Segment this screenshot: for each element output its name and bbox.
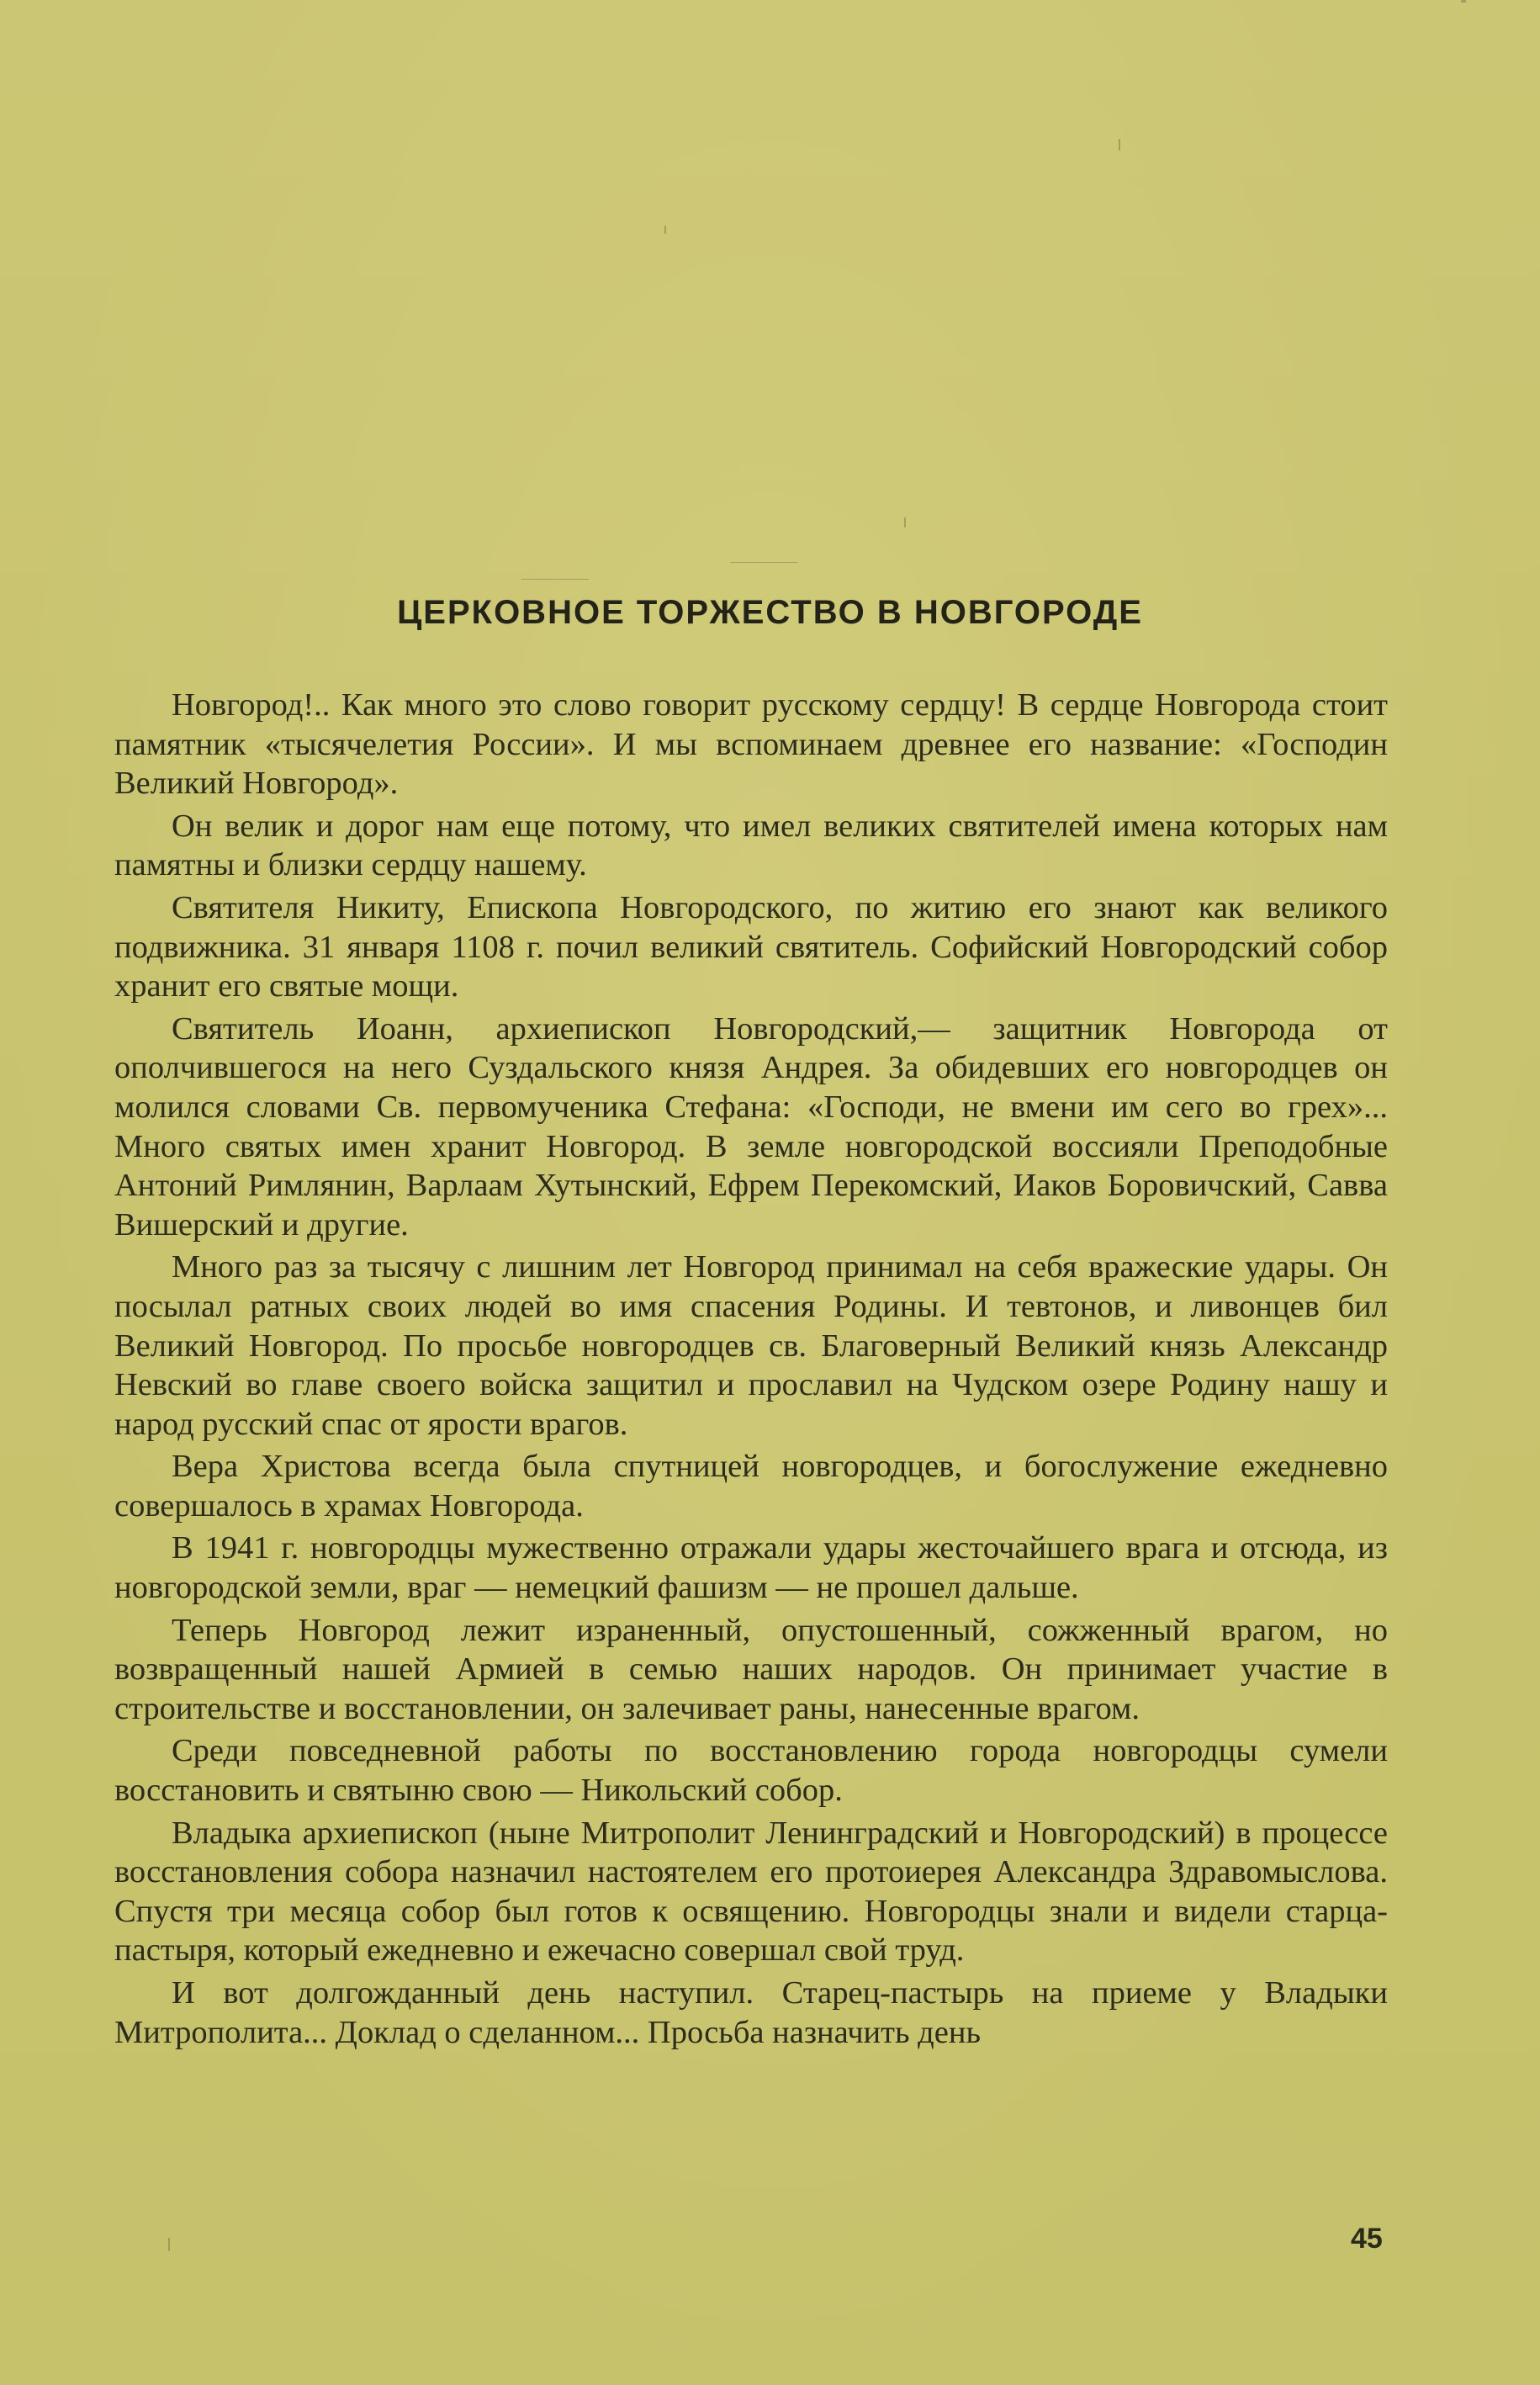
article-title: ЦЕРКОВНОЕ ТОРЖЕСТВО В НОВГОРОДЕ <box>397 594 1143 631</box>
article-body <box>114 686 1388 2055</box>
scan-speck <box>521 579 589 580</box>
paragraph: Теперь Новгород лежит израненный, опустошенный, сожженный врагом, но возвращенный нашей Армией в семью наших народов. Он принимает участие в строительстве и восстановлении, он залечивает раны, нанесенные врагом. <box>114 1612 1388 1726</box>
paragraph: Владыка архиепископ (ныне Митрополит Ленинградский и Новгородский) в процессе восстановления собора назначил настоятелем его протоиерея Александра Здравомыслова. Спустя три месяца собор был готов к освящению. Новгородцы знали и видели старца-пастыря, который ежедневно и ежечасно совершал свой труд. <box>114 1815 1388 1969</box>
paragraph: В 1941 г. новгородцы мужественно отражали удары жесточайшего врага и отсюда, из новгородской земли, враг — немецкий фашизм — не прошел дальше. <box>114 1530 1388 1606</box>
scan-speck <box>1461 0 1466 3</box>
paragraph: Среди повседневной работы по восстановлению города новгородцы сумели восстановить и святыню свою — Никольский собор. <box>114 1733 1388 1809</box>
paragraph: Он велик и дорог нам еще потому, что имел великих святителей имена которых нам памятны и близки сердцу нашему. <box>114 808 1388 883</box>
scan-speck <box>664 225 666 234</box>
scan-speck <box>168 2238 170 2251</box>
paragraph: Святителя Никиту, Епископа Новгородского, по житию его знают как великого подвижника. 31 января 1108 г. почил великий святитель. Софийский Новгородский собор хранит его святые мощи. <box>114 889 1388 1004</box>
scan-speck <box>1119 139 1120 151</box>
paragraph: Вера Христова всегда была спутницей новгородцев, и богослужение ежедневно совершалось в храмах Новгорода. <box>114 1449 1388 1524</box>
paragraph: И вот долгожданный день наступил. Старец-пастырь на приеме у Владыки Митрополита... Доклад о сделанном... Просьба назначить день <box>114 1975 1388 2050</box>
paragraph: Много раз за тысячу с лишним лет Новгород принимал на себя вражеские удары. Он посылал ратных своих людей во имя спасения Родины. И тевтонов, и ливонцев бил Великий Новгород. По просьбе новгородцев св. Благоверный Великий князь Александр Невский во главе своего войска защитил и прославил на Чудском озере Родину нашу и народ русский спас от ярости врагов. <box>114 1249 1388 1442</box>
scan-speck <box>904 517 906 527</box>
page-number: 45 <box>1351 2223 1383 2255</box>
scan-speck <box>730 562 797 563</box>
paragraph: Новгород!.. Как много это слово говорит русскому сердцу! В сердце Новгорода стоит памятник «тысячелетия России». И мы вспоминаем древнее его название: «Господин Великий Новгород». <box>114 687 1388 802</box>
paragraph: Святитель Иоанн, архиепископ Новгородский,— защитник Новгорода от ополчившегося на него Суздальского князя Андрея. За обидевших его новгородцев он молился словами Св. первомученика Стефана: «Господи, не вмени им сего во грех»... Много святых имен хранит Новгород. В земле новгородской воссияли Преподобные Антоний Римлянин, Варлаам Хутынский, Ефрем Перекомский, Иаков Боровичский, Савва Вишерский и другие. <box>114 1010 1388 1243</box>
